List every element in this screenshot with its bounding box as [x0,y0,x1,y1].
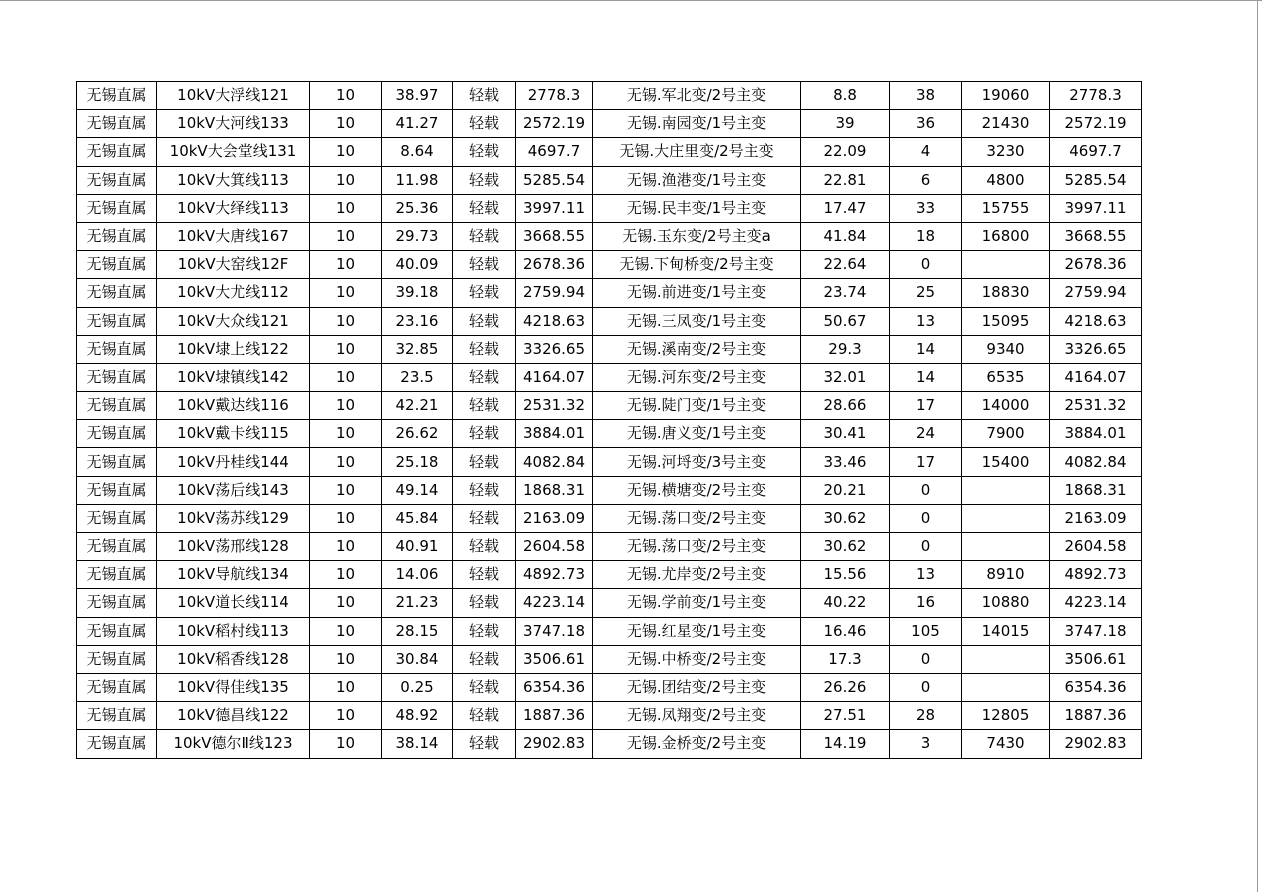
kva-cell [962,533,1050,561]
table-row [77,645,1142,673]
load-status-cell: 轻载 [453,420,516,448]
unit-cell: 无锡直属 [77,392,157,420]
margin-cell: 2678.36 [1050,251,1142,279]
margin-cell: 1887.36 [1050,702,1142,730]
transformer-rate-cell: 33.46 [801,448,890,476]
transformer-rate-cell: 30.62 [801,533,890,561]
transformer-cell: 无锡.渔港变/1号主变 [593,166,801,194]
count-cell: 0 [890,645,962,673]
count-cell: 105 [890,617,962,645]
line-name-cell: 10kV大会堂线131 [157,138,310,166]
voltage-cell: 10 [310,504,382,532]
count-cell: 17 [890,392,962,420]
voltage-cell: 10 [310,533,382,561]
unit-cell: 无锡直属 [77,702,157,730]
load-status-cell: 轻载 [453,673,516,701]
table-row [77,448,1142,476]
unit-cell: 无锡直属 [77,420,157,448]
transformer-cell: 无锡.下甸桥变/2号主变 [593,251,801,279]
voltage-cell: 10 [310,251,382,279]
transformer-rate-cell: 22.81 [801,166,890,194]
transformer-cell: 无锡.三凤变/1号主变 [593,307,801,335]
unit-cell: 无锡直属 [77,251,157,279]
transformer-rate-cell: 17.47 [801,194,890,222]
load-rate-cell: 25.18 [382,448,453,476]
transformer-cell: 无锡.荡口变/2号主变 [593,533,801,561]
table-row [77,363,1142,391]
margin-cell: 2604.58 [1050,533,1142,561]
kva-cell: 18830 [962,279,1050,307]
kva-cell: 7900 [962,420,1050,448]
count-cell: 0 [890,533,962,561]
transformer-rate-cell: 17.3 [801,645,890,673]
voltage-cell: 10 [310,589,382,617]
load-rate-cell: 40.91 [382,533,453,561]
transformer-cell: 无锡.中桥变/2号主变 [593,645,801,673]
count-cell: 14 [890,363,962,391]
voltage-cell: 10 [310,420,382,448]
table-row [77,617,1142,645]
kva-cell: 16800 [962,222,1050,250]
margin-cell: 3326.65 [1050,335,1142,363]
line-name-cell: 10kV荡苏线129 [157,504,310,532]
transformer-rate-cell: 26.26 [801,673,890,701]
voltage-cell: 10 [310,730,382,758]
transformer-rate-cell: 15.56 [801,561,890,589]
line-name-cell: 10kV稻香线128 [157,645,310,673]
count-cell: 36 [890,110,962,138]
transformer-rate-cell: 40.22 [801,589,890,617]
unit-cell: 无锡直属 [77,533,157,561]
capacity-cell: 1868.31 [516,476,593,504]
capacity-cell: 2759.94 [516,279,593,307]
capacity-cell: 2678.36 [516,251,593,279]
line-name-cell: 10kV大浮线121 [157,82,310,110]
voltage-cell: 10 [310,673,382,701]
load-status-cell: 轻载 [453,82,516,110]
transformer-cell: 无锡.学前变/1号主变 [593,589,801,617]
transformer-rate-cell: 27.51 [801,702,890,730]
capacity-cell: 3506.61 [516,645,593,673]
count-cell: 16 [890,589,962,617]
unit-cell: 无锡直属 [77,476,157,504]
unit-cell: 无锡直属 [77,673,157,701]
transformer-cell: 无锡.前进变/1号主变 [593,279,801,307]
margin-cell: 6354.36 [1050,673,1142,701]
load-status-cell: 轻载 [453,645,516,673]
load-status-cell: 轻载 [453,476,516,504]
load-rate-cell: 38.97 [382,82,453,110]
load-status-cell: 轻载 [453,533,516,561]
capacity-cell: 4218.63 [516,307,593,335]
load-status-cell: 轻载 [453,110,516,138]
transformer-rate-cell: 30.41 [801,420,890,448]
page-top-border [0,0,1262,1]
transformer-rate-cell: 32.01 [801,363,890,391]
load-status-cell: 轻载 [453,617,516,645]
transformer-rate-cell: 22.09 [801,138,890,166]
line-name-cell: 10kV埭上线122 [157,335,310,363]
unit-cell: 无锡直属 [77,730,157,758]
load-rate-cell: 0.25 [382,673,453,701]
line-name-cell: 10kV荡后线143 [157,476,310,504]
load-status-cell: 轻载 [453,448,516,476]
count-cell: 13 [890,307,962,335]
transformer-cell: 无锡.溪南变/2号主变 [593,335,801,363]
page-right-border [1257,0,1258,892]
margin-cell: 2163.09 [1050,504,1142,532]
kva-cell [962,476,1050,504]
load-rate-cell: 49.14 [382,476,453,504]
margin-cell: 4218.63 [1050,307,1142,335]
line-name-cell: 10kV大窑线12F [157,251,310,279]
capacity-cell: 3668.55 [516,222,593,250]
voltage-cell: 10 [310,194,382,222]
voltage-cell: 10 [310,561,382,589]
load-rate-cell: 30.84 [382,645,453,673]
voltage-cell: 10 [310,702,382,730]
table-row [77,82,1142,110]
capacity-cell: 3747.18 [516,617,593,645]
margin-cell: 3997.11 [1050,194,1142,222]
capacity-cell: 2531.32 [516,392,593,420]
voltage-cell: 10 [310,645,382,673]
count-cell: 6 [890,166,962,194]
kva-cell: 19060 [962,82,1050,110]
voltage-cell: 10 [310,363,382,391]
unit-cell: 无锡直属 [77,335,157,363]
load-rate-cell: 45.84 [382,504,453,532]
capacity-cell: 4223.14 [516,589,593,617]
capacity-cell: 3997.11 [516,194,593,222]
load-status-cell: 轻载 [453,194,516,222]
unit-cell: 无锡直属 [77,194,157,222]
transformer-rate-cell: 30.62 [801,504,890,532]
voltage-cell: 10 [310,448,382,476]
load-status-cell: 轻载 [453,307,516,335]
count-cell: 0 [890,504,962,532]
load-status-cell: 轻载 [453,279,516,307]
load-status-cell: 轻载 [453,504,516,532]
count-cell: 17 [890,448,962,476]
transformer-cell: 无锡.唐义变/1号主变 [593,420,801,448]
unit-cell: 无锡直属 [77,645,157,673]
count-cell: 24 [890,420,962,448]
line-name-cell: 10kV戴达线116 [157,392,310,420]
margin-cell: 2759.94 [1050,279,1142,307]
kva-cell [962,251,1050,279]
table-row [77,110,1142,138]
count-cell: 0 [890,476,962,504]
voltage-cell: 10 [310,166,382,194]
kva-cell: 15095 [962,307,1050,335]
margin-cell: 3747.18 [1050,617,1142,645]
capacity-cell: 2778.3 [516,82,593,110]
unit-cell: 无锡直属 [77,222,157,250]
table-body [77,82,1142,759]
transformer-rate-cell: 16.46 [801,617,890,645]
transformer-cell: 无锡.尤岸变/2号主变 [593,561,801,589]
kva-cell: 21430 [962,110,1050,138]
load-status-cell: 轻载 [453,730,516,758]
load-status-cell: 轻载 [453,392,516,420]
load-status-cell: 轻载 [453,251,516,279]
voltage-cell: 10 [310,476,382,504]
margin-cell: 2572.19 [1050,110,1142,138]
line-name-cell: 10kV得佳线135 [157,673,310,701]
line-name-cell: 10kV大唐线167 [157,222,310,250]
transformer-rate-cell: 20.21 [801,476,890,504]
unit-cell: 无锡直属 [77,363,157,391]
margin-cell: 4223.14 [1050,589,1142,617]
margin-cell: 4697.7 [1050,138,1142,166]
load-rate-cell: 21.23 [382,589,453,617]
load-status-cell: 轻载 [453,138,516,166]
capacity-cell: 4164.07 [516,363,593,391]
load-rate-cell: 23.5 [382,363,453,391]
load-rate-cell: 38.14 [382,730,453,758]
kva-cell: 12805 [962,702,1050,730]
kva-cell [962,673,1050,701]
capacity-cell: 1887.36 [516,702,593,730]
table-row [77,166,1142,194]
line-name-cell: 10kV德昌线122 [157,702,310,730]
capacity-cell: 2163.09 [516,504,593,532]
count-cell: 28 [890,702,962,730]
voltage-cell: 10 [310,138,382,166]
table-row [77,279,1142,307]
capacity-cell: 2572.19 [516,110,593,138]
count-cell: 18 [890,222,962,250]
capacity-cell: 4892.73 [516,561,593,589]
kva-cell [962,645,1050,673]
table-row [77,420,1142,448]
kva-cell: 8910 [962,561,1050,589]
line-name-cell: 10kV稻村线113 [157,617,310,645]
load-rate-cell: 42.21 [382,392,453,420]
line-name-cell: 10kV大绎线113 [157,194,310,222]
load-rate-cell: 40.09 [382,251,453,279]
table-row [77,730,1142,758]
capacity-cell: 2902.83 [516,730,593,758]
table-row [77,138,1142,166]
margin-cell: 4892.73 [1050,561,1142,589]
margin-cell: 3668.55 [1050,222,1142,250]
margin-cell: 2531.32 [1050,392,1142,420]
transformer-cell: 无锡.凤翔变/2号主变 [593,702,801,730]
margin-cell: 3884.01 [1050,420,1142,448]
count-cell: 4 [890,138,962,166]
transformer-cell: 无锡.红星变/1号主变 [593,617,801,645]
transformer-rate-cell: 8.8 [801,82,890,110]
table-row [77,561,1142,589]
load-status-cell: 轻载 [453,561,516,589]
unit-cell: 无锡直属 [77,307,157,335]
unit-cell: 无锡直属 [77,504,157,532]
line-name-cell: 10kV大众线121 [157,307,310,335]
capacity-cell: 5285.54 [516,166,593,194]
line-name-cell: 10kV荡邢线128 [157,533,310,561]
voltage-cell: 10 [310,222,382,250]
capacity-cell: 4697.7 [516,138,593,166]
transformer-rate-cell: 50.67 [801,307,890,335]
margin-cell: 5285.54 [1050,166,1142,194]
table-row [77,673,1142,701]
voltage-cell: 10 [310,82,382,110]
voltage-cell: 10 [310,307,382,335]
kva-cell: 4800 [962,166,1050,194]
voltage-cell: 10 [310,279,382,307]
transformer-cell: 无锡.南园变/1号主变 [593,110,801,138]
margin-cell: 2778.3 [1050,82,1142,110]
unit-cell: 无锡直属 [77,561,157,589]
load-status-cell: 轻载 [453,589,516,617]
line-name-cell: 10kV丹桂线144 [157,448,310,476]
count-cell: 38 [890,82,962,110]
unit-cell: 无锡直属 [77,110,157,138]
line-name-cell: 10kV大河线133 [157,110,310,138]
count-cell: 0 [890,251,962,279]
table-row [77,702,1142,730]
transformer-cell: 无锡.金桥变/2号主变 [593,730,801,758]
transformer-rate-cell: 29.3 [801,335,890,363]
table-row [77,476,1142,504]
load-rate-cell: 14.06 [382,561,453,589]
kva-cell: 15755 [962,194,1050,222]
transformer-cell: 无锡.河东变/2号主变 [593,363,801,391]
margin-cell: 2902.83 [1050,730,1142,758]
transformer-cell: 无锡.团结变/2号主变 [593,673,801,701]
load-status-cell: 轻载 [453,166,516,194]
line-name-cell: 10kV德尔Ⅱ线123 [157,730,310,758]
line-name-cell: 10kV戴卡线115 [157,420,310,448]
kva-cell: 14000 [962,392,1050,420]
table-row [77,194,1142,222]
load-rate-cell: 48.92 [382,702,453,730]
load-rate-cell: 23.16 [382,307,453,335]
table-row [77,307,1142,335]
load-rate-cell: 39.18 [382,279,453,307]
count-cell: 13 [890,561,962,589]
voltage-cell: 10 [310,335,382,363]
margin-cell: 4164.07 [1050,363,1142,391]
kva-cell: 6535 [962,363,1050,391]
table-row [77,335,1142,363]
load-rate-cell: 25.36 [382,194,453,222]
transformer-rate-cell: 23.74 [801,279,890,307]
line-name-cell: 10kV埭镇线142 [157,363,310,391]
margin-cell: 3506.61 [1050,645,1142,673]
transformer-cell: 无锡.大庄里变/2号主变 [593,138,801,166]
kva-cell: 10880 [962,589,1050,617]
kva-cell [962,504,1050,532]
unit-cell: 无锡直属 [77,166,157,194]
unit-cell: 无锡直属 [77,279,157,307]
transformer-rate-cell: 39 [801,110,890,138]
kva-cell: 15400 [962,448,1050,476]
capacity-cell: 3326.65 [516,335,593,363]
capacity-cell: 2604.58 [516,533,593,561]
capacity-cell: 4082.84 [516,448,593,476]
table-row [77,589,1142,617]
transformer-cell: 无锡.民丰变/1号主变 [593,194,801,222]
table-row [77,251,1142,279]
load-rate-cell: 8.64 [382,138,453,166]
load-rate-cell: 28.15 [382,617,453,645]
voltage-cell: 10 [310,617,382,645]
load-rate-cell: 29.73 [382,222,453,250]
transformer-rate-cell: 14.19 [801,730,890,758]
voltage-cell: 10 [310,392,382,420]
load-status-cell: 轻载 [453,335,516,363]
count-cell: 3 [890,730,962,758]
feeder-load-table [76,81,1142,759]
kva-cell: 9340 [962,335,1050,363]
count-cell: 25 [890,279,962,307]
transformer-cell: 无锡.玉东变/2号主变a [593,222,801,250]
kva-cell: 7430 [962,730,1050,758]
table-row [77,533,1142,561]
voltage-cell: 10 [310,110,382,138]
line-name-cell: 10kV导航线134 [157,561,310,589]
table-row [77,504,1142,532]
load-status-cell: 轻载 [453,363,516,391]
margin-cell: 4082.84 [1050,448,1142,476]
load-rate-cell: 26.62 [382,420,453,448]
table-row [77,392,1142,420]
count-cell: 33 [890,194,962,222]
transformer-rate-cell: 22.64 [801,251,890,279]
margin-cell: 1868.31 [1050,476,1142,504]
kva-cell: 3230 [962,138,1050,166]
load-rate-cell: 32.85 [382,335,453,363]
unit-cell: 无锡直属 [77,589,157,617]
table-row [77,222,1142,250]
transformer-cell: 无锡.军北变/2号主变 [593,82,801,110]
unit-cell: 无锡直属 [77,138,157,166]
transformer-rate-cell: 28.66 [801,392,890,420]
count-cell: 0 [890,673,962,701]
transformer-cell: 无锡.陡门变/1号主变 [593,392,801,420]
unit-cell: 无锡直属 [77,448,157,476]
capacity-cell: 3884.01 [516,420,593,448]
kva-cell: 14015 [962,617,1050,645]
load-status-cell: 轻载 [453,702,516,730]
load-rate-cell: 41.27 [382,110,453,138]
line-name-cell: 10kV大箕线113 [157,166,310,194]
transformer-cell: 无锡.河埒变/3号主变 [593,448,801,476]
unit-cell: 无锡直属 [77,82,157,110]
transformer-rate-cell: 41.84 [801,222,890,250]
line-name-cell: 10kV道长线114 [157,589,310,617]
load-status-cell: 轻载 [453,222,516,250]
transformer-cell: 无锡.横塘变/2号主变 [593,476,801,504]
line-name-cell: 10kV大尤线112 [157,279,310,307]
load-rate-cell: 11.98 [382,166,453,194]
transformer-cell: 无锡.荡口变/2号主变 [593,504,801,532]
count-cell: 14 [890,335,962,363]
unit-cell: 无锡直属 [77,617,157,645]
capacity-cell: 6354.36 [516,673,593,701]
